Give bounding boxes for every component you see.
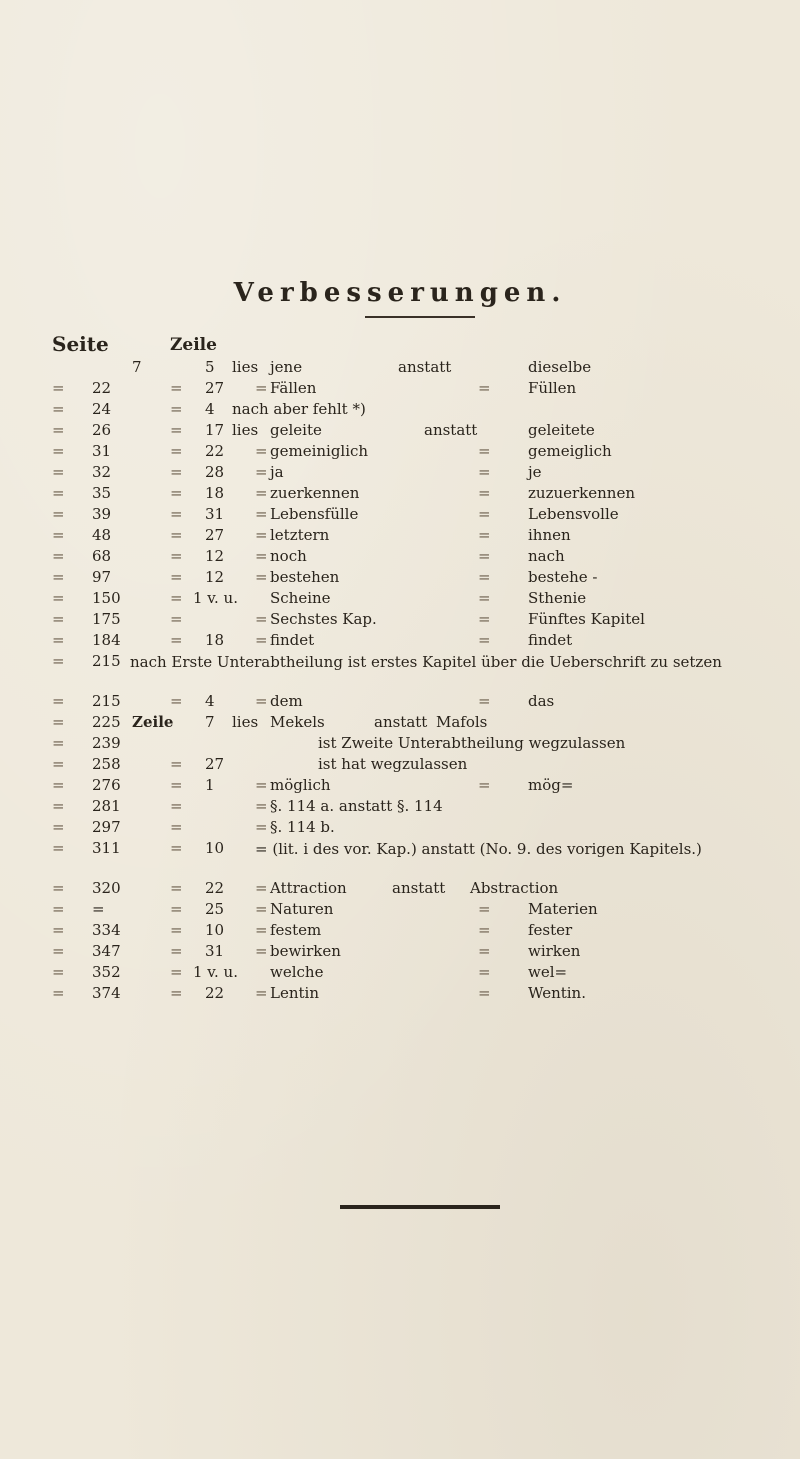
ditto-mark: = [478,942,491,960]
line-number: 5 [205,358,215,376]
page-number: 184 [92,631,121,649]
ditto-mark: = [170,900,183,918]
ditto-mark: = [52,942,65,960]
ditto-mark: = [255,900,268,918]
errata-row [0,631,800,652]
ditto-mark: = [52,589,65,607]
errata-row [0,589,800,610]
ditto-mark: = [170,547,183,565]
page-number: 175 [92,610,121,628]
correct-text: Füllen [528,379,577,397]
errata-list [0,358,800,1005]
ditto-mark: = [170,879,183,897]
wrong-text: §. 114 a. anstatt §. 114 [270,797,443,815]
errata-row [0,713,800,734]
wrong-text: geleite [270,421,322,439]
ditto-mark: = [255,879,268,897]
ditto-mark: = [478,963,491,981]
errata-row [0,442,800,463]
wrong-text: Lentin [270,984,319,1002]
errata-row [0,547,800,568]
ditto-mark: = [478,776,491,794]
anstatt-word: anstatt [398,358,452,376]
line-number: 10 [205,839,225,857]
ditto-mark: = [478,547,491,565]
ditto-mark: = [52,631,65,649]
page-number: 32 [92,463,112,481]
line-number: 25 [205,900,225,918]
ditto-mark: = [255,776,268,794]
correct-text: Wentin. [528,984,586,1002]
errata-row [0,734,800,755]
page-number: 334 [92,921,121,939]
ditto-mark: = [255,942,268,960]
ditto-mark: = [255,984,268,1002]
ditto-mark: = [255,484,268,502]
line-number: 28 [205,463,225,481]
line-number: 12 [205,547,225,565]
ditto-mark: = [52,900,65,918]
ditto-mark: = [52,505,65,523]
ditto-mark: = [170,589,183,607]
correct-text: Mafols [436,713,488,731]
page-number: 276 [92,776,121,794]
ditto-mark: = [170,610,183,628]
errata-row [0,379,800,400]
page-number: 258 [92,755,121,773]
ditto-mark: = [170,421,183,439]
wrong-text: zuerkennen [270,484,360,502]
errata-note: ist Zweite Unterabtheilung wegzulassen [318,734,626,752]
ditto-mark: = [255,631,268,649]
ditto-mark: = [478,631,491,649]
ditto-mark: = [255,568,268,586]
page-number: 374 [92,984,121,1002]
ditto-mark: = [255,505,268,523]
page-number: 297 [92,818,121,836]
ditto-mark: = [478,505,491,523]
action-word: lies [232,713,259,731]
line-number: 1 [205,776,215,794]
page-number: 68 [92,547,112,565]
page-number: 26 [92,421,112,439]
correct-text: wirken [528,942,581,960]
correct-text: wel= [528,963,568,981]
wrong-text: dem [270,692,303,710]
page-number: 215 [92,692,121,710]
ditto-mark: = [52,984,65,1002]
ditto-mark: = [255,463,268,481]
ditto-mark: = [255,818,268,836]
page-number: 215 [92,652,121,670]
page-number: = [92,900,105,918]
ditto-mark: = [170,442,183,460]
correct-text: das [528,692,555,710]
wrong-text: Attraction [270,879,347,897]
correct-text: nach [528,547,565,565]
line-number: 17 [205,421,225,439]
ditto-mark: = [255,610,268,628]
line-number: 31 [205,942,225,960]
page-number: 22 [92,379,112,397]
wrong-text: Lebensfülle [270,505,359,523]
errata-row [0,900,800,921]
ditto-mark: = [52,818,65,836]
errata-row [0,526,800,547]
errata-row [0,484,800,505]
ditto-mark: = [255,921,268,939]
ditto-mark: = [170,797,183,815]
ditto-mark: = [170,692,183,710]
errata-row [0,400,800,421]
page-number: 35 [92,484,112,502]
wrong-text: festem [270,921,322,939]
ditto-mark: = [170,818,183,836]
ditto-mark: = [52,568,65,586]
wrong-text: bestehen [270,568,340,586]
ditto-mark: = [170,631,183,649]
ditto-mark: = [478,589,491,607]
correct-text: je [528,463,542,481]
errata-row [0,505,800,526]
errata-row [0,776,800,797]
correct-text: zuzuerkennen [528,484,635,502]
errata-row-long [0,652,800,692]
ditto-mark: = [170,484,183,502]
errata-row [0,797,800,818]
ditto-mark: = [170,379,183,397]
column-header-seite: Seite [52,332,109,356]
wrong-text: §. 114 b. [270,818,335,836]
ditto-mark: = [52,652,65,670]
page-number: 225 [92,713,121,731]
page-number: 352 [92,963,121,981]
wrong-text: Scheine [270,589,331,607]
wrong-text: gemeiniglich [270,442,369,460]
wrong-text: Sechstes Kap. [270,610,377,628]
correct-text: Abstraction [470,879,559,897]
column-header-zeile: Zeile [170,335,217,355]
correct-text: Materien [528,900,598,918]
errata-row [0,568,800,589]
correct-text: fester [528,921,573,939]
line-number: 27 [205,755,225,773]
line-number: 27 [205,526,225,544]
wrong-text: Fällen [270,379,317,397]
errata-row [0,358,800,379]
errata-row [0,692,800,713]
ditto-mark: = [52,755,65,773]
line-number: 22 [205,442,225,460]
ditto-mark: = [52,879,65,897]
line-number: 7 [205,713,215,731]
ditto-mark: = [52,610,65,628]
ditto-mark: = [170,963,183,981]
line-number: 22 [205,984,225,1002]
line-number: 4 [205,692,215,710]
line-number: 22 [205,879,225,897]
wrong-text: nach aber fehlt *) [232,400,366,418]
line-number: 10 [205,921,225,939]
ditto-mark: = [170,568,183,586]
ditto-mark: = [478,442,491,460]
ditto-mark: = [52,963,65,981]
errata-note: ist hat wegzulassen [318,755,468,773]
action-word: lies [232,421,259,439]
correct-text: ihnen [528,526,571,544]
ditto-mark: = [170,984,183,1002]
page-heading: Verbesserungen. [233,278,567,308]
ditto-mark: = [170,463,183,481]
ditto-mark: = [170,839,183,857]
correct-text: Fünftes Kapitel [528,610,645,628]
correct-text: bestehe - [528,568,598,586]
page-number: 347 [92,942,121,960]
correct-text: mög= [528,776,574,794]
page-number: 31 [92,442,112,460]
wrong-text: bewirken [270,942,341,960]
correct-text: gemeiglich [528,442,612,460]
page-number: 281 [92,797,121,815]
zeile-word: Zeile [132,713,174,731]
page-number: 239 [92,734,121,752]
anstatt-word: anstatt [392,879,446,897]
wrong-text: letztern [270,526,330,544]
ditto-mark: = [478,692,491,710]
ditto-mark: = [170,776,183,794]
wrong-text: Naturen [270,900,334,918]
ditto-mark: = [52,797,65,815]
page-number: 320 [92,879,121,897]
correct-text: findet [528,631,573,649]
ditto-mark: = [255,547,268,565]
errata-row [0,818,800,839]
ditto-mark: = [478,984,491,1002]
page-number: 24 [92,400,112,418]
ditto-mark: = [170,921,183,939]
correct-text: Lebensvolle [528,505,619,523]
errata-row-long [0,839,800,879]
line-number: 27 [205,379,225,397]
ditto-mark: = [170,526,183,544]
ditto-mark: = [478,463,491,481]
ditto-mark: = [52,734,65,752]
ditto-mark: = [255,797,268,815]
ditto-mark: = [478,610,491,628]
ditto-mark: = [52,921,65,939]
anstatt-word: anstatt [424,421,478,439]
ditto-mark: = [52,484,65,502]
errata-note: = (lit. i des vor. Kap.) anstatt (No. 9. des vorigen Kapitels.) [255,840,702,858]
ditto-mark: = [170,755,183,773]
ditto-mark: = [52,547,65,565]
page-number: 311 [92,839,121,857]
page-number: 7 [132,358,142,376]
errata-row [0,610,800,631]
ditto-mark: = [478,568,491,586]
errata-row [0,963,800,984]
wrong-text: findet [270,631,315,649]
ditto-mark: = [52,776,65,794]
ditto-mark: = [255,442,268,460]
ditto-mark: = [478,921,491,939]
ditto-mark: = [52,692,65,710]
ditto-mark: = [52,379,65,397]
line-number: 12 [205,568,225,586]
ditto-mark: = [170,400,183,418]
page-number: 48 [92,526,112,544]
anstatt-word: anstatt [374,713,428,731]
wrong-text: jene [270,358,303,376]
ditto-mark: = [52,442,65,460]
ditto-mark: = [255,692,268,710]
errata-note: nach Erste Unterabtheilung ist erstes Kapitel über die Ueberschrift zu setzen [130,653,722,671]
errata-row [0,921,800,942]
ditto-mark: = [255,379,268,397]
ditto-mark: = [255,526,268,544]
wrong-text: möglich [270,776,331,794]
closing-rule [340,1205,500,1209]
errata-row [0,942,800,963]
ditto-mark: = [170,942,183,960]
ditto-mark: = [52,526,65,544]
line-number: 31 [205,505,225,523]
ditto-mark: = [52,400,65,418]
ditto-mark: = [52,839,65,857]
correct-text: Sthenie [528,589,587,607]
errata-row [0,755,800,776]
ditto-mark: = [478,900,491,918]
line-number: 1 v. u. [193,589,238,607]
correct-text: geleitete [528,421,595,439]
wrong-text: Mekels [270,713,325,731]
correct-text: dieselbe [528,358,592,376]
wrong-text: welche [270,963,324,981]
page-number: 97 [92,568,112,586]
errata-row [0,463,800,484]
action-word: lies [232,358,259,376]
ditto-mark: = [52,713,65,731]
ditto-mark: = [478,526,491,544]
line-number: 4 [205,400,215,418]
errata-row [0,984,800,1005]
wrong-text: noch [270,547,307,565]
ditto-mark: = [478,379,491,397]
wrong-text: ja [270,463,284,481]
ditto-mark: = [52,463,65,481]
heading-rule [365,316,475,318]
ditto-mark: = [170,505,183,523]
errata-row [0,421,800,442]
line-number: 18 [205,484,225,502]
line-number: 1 v. u. [193,963,238,981]
page-number: 150 [92,589,121,607]
ditto-mark: = [478,484,491,502]
line-number: 18 [205,631,225,649]
page-number: 39 [92,505,112,523]
errata-row [0,879,800,900]
ditto-mark: = [52,421,65,439]
